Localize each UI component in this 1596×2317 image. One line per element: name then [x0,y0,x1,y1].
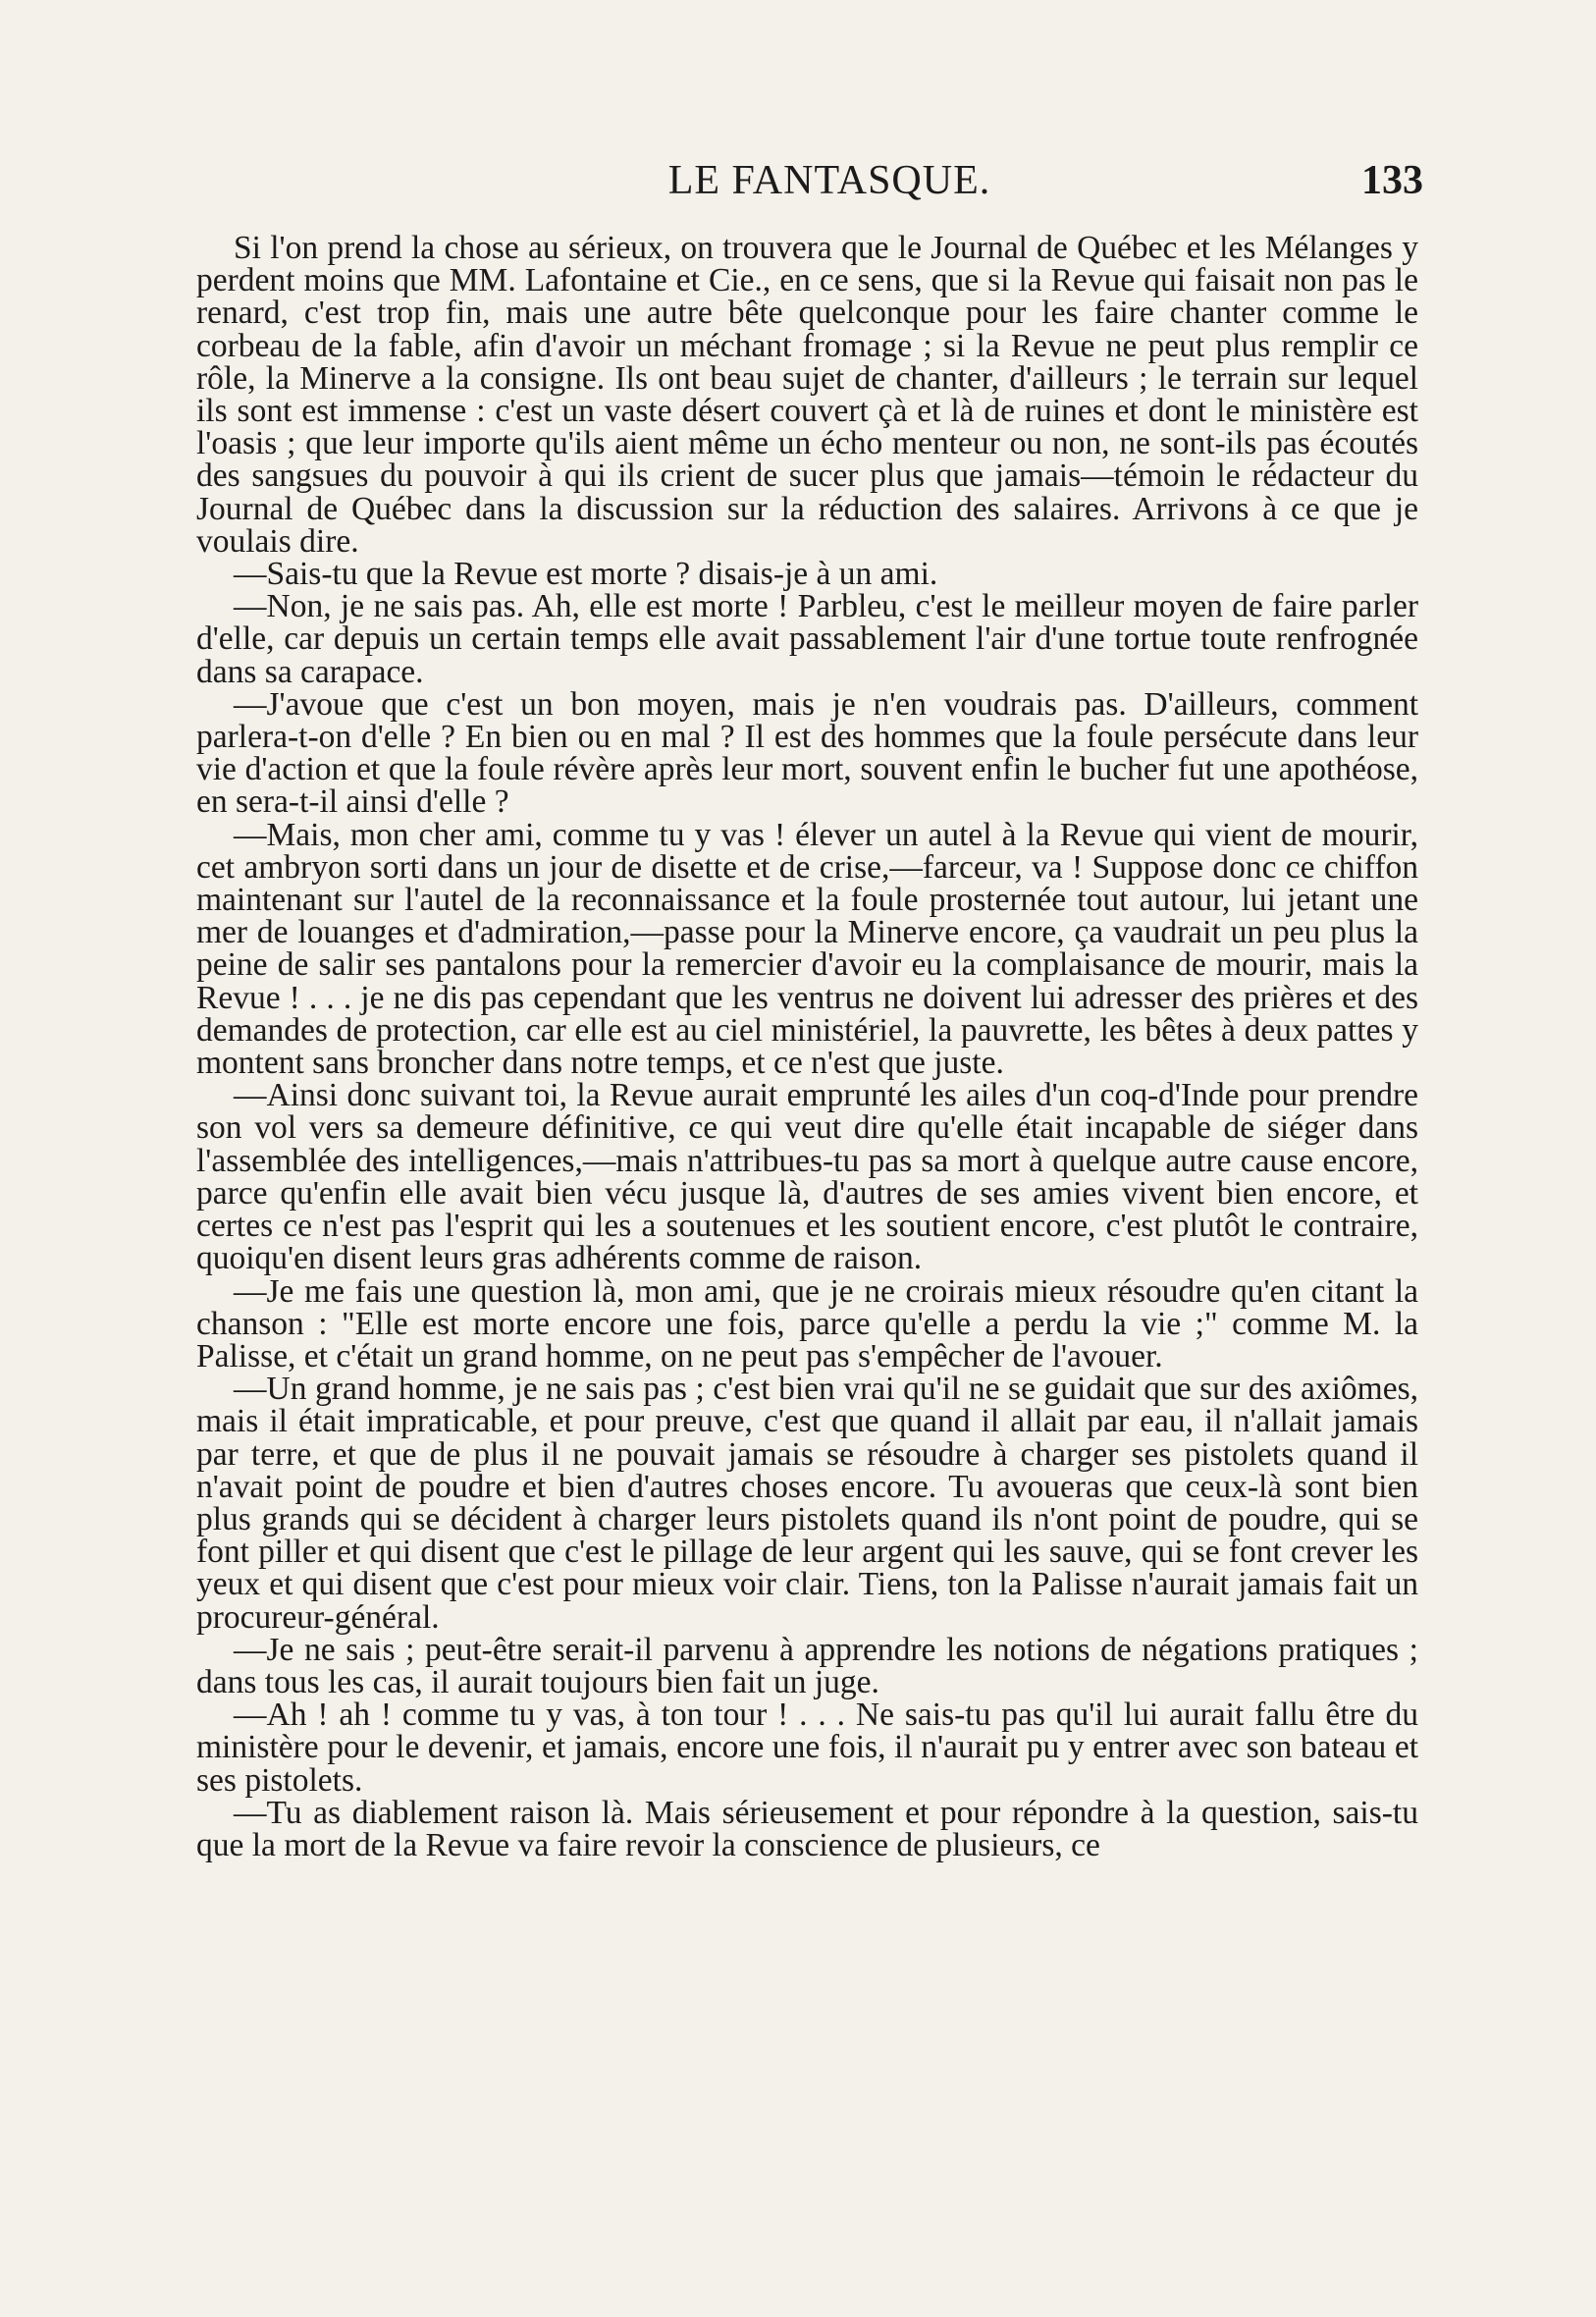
running-title: LE FANTASQUE. [667,158,991,203]
page-header [196,157,1463,216]
paragraph: —Tu as diablement raison là. Mais sérieusement et pour répondre à la question, sais-tu que la mort de la Revue va faire revoir la conscience de plusieurs, ce [196,1794,1418,1863]
paragraph: —Ainsi donc suivant toi, la Revue aurait emprunté les ailes d'un coq-d'Inde pour prendre son vol vers sa demeure définitive, ce qui veut dire qu'elle était incapable de siéger dans l'assemblée des intelligences,—mais n'attribues-tu pas sa mort à quelque autre cause encore, parce qu'enfin elle avait bien vécu jusque là, d'autres de ses amies vivent bien encore, et certes ce n'est pas l'esprit qui les a soutenues et les soutient encore, c'est plutôt le contraire, quoiqu'en disent leurs gras adhérents comme de raison. [196,1077,1418,1277]
paragraph: —Non, je ne sais pas. Ah, elle est morte ! Parbleu, c'est le meilleur moyen de faire parler d'elle, car depuis un certain temps elle avait passablement l'air d'une tortue toute renfrognée dans sa carapace. [196,588,1418,690]
paragraph: —J'avoue que c'est un bon moyen, mais je n'en voudrais pas. D'ailleurs, comment parlera-t-on d'elle ? En bien ou en mal ? Il est des hommes que la foule persécute dans leur vie d'action et que la foule révère après leur mort, souvent enfin le bucher fut une apothéose, en sera-t-il ainsi d'elle ? [196,685,1418,821]
paragraph: —Un grand homme, je ne sais pas ; c'est bien vrai qu'il ne se guidait que sur des axiômes, mais il était impraticable, et pour preuve, c'est que quand il allait par eau, il n'allait jamais par terre, et que de plus il ne pouvait jamais se résoudre à charger ses pistolets quand il n'avait point de poudre et bien d'autres choses encore. Tu avoueras que ceux-là sont bien plus grands qui se décident à charger leurs pistolets quand ils n'ont point de poudre, qui se font piller et qui disent que c'est le pillage de leur argent qui les sauve, qui se font crever les yeux et qui disent que c'est pour mieux voir clair. Tiens, ton la Palisse n'aurait jamais fait un procureur-général. [196,1371,1418,1636]
paragraph: Si l'on prend la chose au sérieux, on trouvera que le Journal de Québec et les Mélanges y perdent moins que MM. Lafontaine et Cie., en ce sens, que si la Revue qui faisait non pas le renard, c'est trop fin, mais une autre bête quelconque pour les faire chanter comme le corbeau de la fable, afin d'avoir un méchant fromage ; si la Revue ne peut plus remplir ce rôle, la Minerve a la consigne. Ils ont beau sujet de chanter, d'ailleurs ; le terrain sur lequel ils sont est immense : c'est un vaste désert couvert çà et là de ruines et dont le ministère est l'oasis ; que leur importe qu'ils aient même un écho menteur ou non, ne sont-ils pas écoutés des sangsues du pouvoir à qui ils crient de sucer plus que jamais—témoin le rédacteur du Journal de Québec dans la discussion sur la réduction des salaires. Arrivons à ce que je voulais dire. [196,230,1418,560]
article-body [196,232,1418,1861]
paragraph: —Sais-tu que la Revue est morte ? disais-je à un ami. [234,556,938,593]
paragraph: —Je me fais une question là, mon ami, que je ne croirais mieux résoudre qu'en citant la chanson : "Elle est morte encore une fois, parce qu'elle a perdu la vie ;" comme M. la Palisse, et c'était un grand homme, on ne peut pas s'empêcher de l'avouer. [196,1272,1418,1374]
paragraph: —Mais, mon cher ami, comme tu y vas ! élever un autel à la Revue qui vient de mourir, cet ambryon sorti dans un jour de disette et de crise,—farceur, va ! Suppose donc ce chiffon maintenant sur l'autel de la reconnaissance et la foule prosternée tout autour, lui jetant une mer de louanges et d'admiration,—passe pour la Minerve encore, ça vaudrait un peu plus la peine de salir ses pantalons pour la remercier d'avoir eu la complaisance de mourir, mais la Revue ! . . . je ne dis pas cependant que les ventrus ne doivent lui adresser des prières et des demandes de protection, car elle est au ciel ministériel, la pauvrette, les bêtes à deux pattes y montent sans broncher dans notre temps, et ce n'est que juste. [196,816,1418,1082]
paragraph: —Ah ! ah ! comme tu y vas, à ton tour ! . . . Ne sais-tu pas qu'il lui aurait fallu être du ministère pour le devenir, et jamais, encore une fois, il n'aurait pu y entrer avec son bateau et ses pistolets. [196,1697,1418,1799]
page-number: 133 [1361,158,1423,203]
paragraph: —Je ne sais ; peut-être serait-il parvenu à apprendre les notions de négations pratiques ; dans tous les cas, il aurait toujours bien fait un juge. [196,1631,1418,1700]
